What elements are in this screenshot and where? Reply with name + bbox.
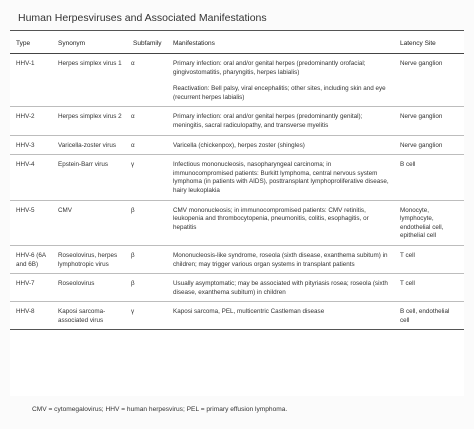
- cell-subfamily: β: [127, 200, 167, 245]
- cell-subfamily: β: [127, 245, 167, 273]
- table-row: [10, 200, 464, 245]
- cell-type: HHV-5: [10, 200, 52, 245]
- cell-synonym: Varicella-zoster virus: [52, 135, 127, 155]
- header-synonym: Synonym: [52, 31, 127, 54]
- cell-manifestations: [167, 245, 394, 273]
- cell-latency-site: Nerve ganglion: [394, 54, 464, 107]
- cell-synonym: Herpes simplex virus 1: [52, 54, 127, 107]
- header-type: Type: [10, 31, 52, 54]
- table-header-row: [10, 31, 464, 54]
- manifestation-text: Primary infection: oral and/or genital herpes (predominantly orofacial; gingivostomatitis, pharyngitis, herpes labialis): [173, 60, 366, 76]
- cell-subfamily: γ: [127, 155, 167, 200]
- cell-manifestations: [167, 135, 394, 155]
- cell-manifestations: [167, 155, 394, 200]
- table-footnote: CMV = cytomegalovirus; HHV = human herpesvirus; PEL = primary effusion lymphoma.: [32, 406, 288, 413]
- cell-subfamily: α: [127, 54, 167, 107]
- manifestation-text: Reactivation: Bell palsy, viral encephalitis; other sites, including skin and eye (recurrent herpes labialis): [173, 85, 386, 101]
- table-row: [10, 274, 464, 302]
- cell-type: HHV-6 (6A and 6B): [10, 245, 52, 273]
- table-row: [10, 302, 464, 330]
- cell-type: HHV-8: [10, 302, 52, 330]
- cell-manifestations: [167, 302, 394, 330]
- cell-latency-site: T cell: [394, 245, 464, 273]
- cell-type: HHV-3: [10, 135, 52, 155]
- manifestation-text: Varicella (chickenpox), herpes zoster (shingles): [173, 141, 305, 149]
- header-latency-site: Latency Site: [394, 31, 464, 54]
- cell-subfamily: β: [127, 274, 167, 302]
- cell-latency-site: B cell: [394, 155, 464, 200]
- manifestation-text: Kaposi sarcoma, PEL, multicentric Castleman disease: [173, 308, 325, 316]
- table-title: Human Herpesviruses and Associated Manifestations: [18, 12, 267, 24]
- table-row: [10, 245, 464, 273]
- cell-manifestations: [167, 274, 394, 302]
- header-manifestations: Manifestations: [167, 31, 394, 54]
- header-subfamily: Subfamily: [127, 31, 167, 54]
- cell-latency-site: Monocyte, lymphocyte, endothelial cell, epithelial cell: [394, 200, 464, 245]
- cell-subfamily: α: [127, 135, 167, 155]
- manifestation-text: Mononucleosis-like syndrome, roseola (sixth disease, exanthema subitum) in children; may trigger various organ systems in transplant patients: [173, 251, 388, 268]
- manifestation-text: CMV mononucleosis; in immunocompromised patients: CMV retinitis, leukopenia and thrombocytopenia, pneumonitis, colitis, esophagitis, or hepatitis: [173, 206, 369, 231]
- cell-synonym: Epstein-Barr virus: [52, 155, 127, 200]
- table-row: [10, 107, 464, 135]
- table-row: [10, 54, 464, 107]
- herpesvirus-table: [10, 31, 464, 330]
- cell-type: HHV-7: [10, 274, 52, 302]
- table-row: [10, 155, 464, 200]
- cell-type: HHV-4: [10, 155, 52, 200]
- cell-synonym: Roseolovirus, herpes lymphotropic virus: [52, 245, 127, 273]
- cell-synonym: CMV: [52, 200, 127, 245]
- cell-latency-site: Nerve ganglion: [394, 135, 464, 155]
- manifestation-text: Primary infection: oral and/or genital herpes (predominantly genital); meningitis, sacral radiculopathy, and transverse myelitis: [173, 113, 363, 129]
- cell-latency-site: B cell, endothelial cell: [394, 302, 464, 330]
- table-frame: [10, 30, 464, 396]
- cell-subfamily: γ: [127, 302, 167, 330]
- cell-latency-site: T cell: [394, 274, 464, 302]
- cell-synonym: Kaposi sarcoma-associated virus: [52, 302, 127, 330]
- cell-synonym: Roseolovirus: [52, 274, 127, 302]
- cell-synonym: Herpes simplex virus 2: [52, 107, 127, 135]
- manifestation-text: Infectious mononucleosis, nasopharyngeal carcinoma; in immunocompromised patients: Burkitt lymphoma, central nervous system lymphoma (in patients with AIDS), posttransplant lymphoproliferative disease, hairy leukoplakia: [173, 161, 389, 194]
- table-row: [10, 135, 464, 155]
- cell-manifestations: [167, 107, 394, 135]
- cell-subfamily: α: [127, 107, 167, 135]
- cell-manifestations: [167, 200, 394, 245]
- cell-type: HHV-2: [10, 107, 52, 135]
- table-body: [10, 54, 464, 330]
- cell-manifestations: [167, 54, 394, 107]
- cell-latency-site: Nerve ganglion: [394, 107, 464, 135]
- manifestation-text: Usually asymptomatic; may be associated with pityriasis rosea; roseola (sixth disease, exanthema subitum) in children: [173, 280, 388, 296]
- cell-type: HHV-1: [10, 54, 52, 107]
